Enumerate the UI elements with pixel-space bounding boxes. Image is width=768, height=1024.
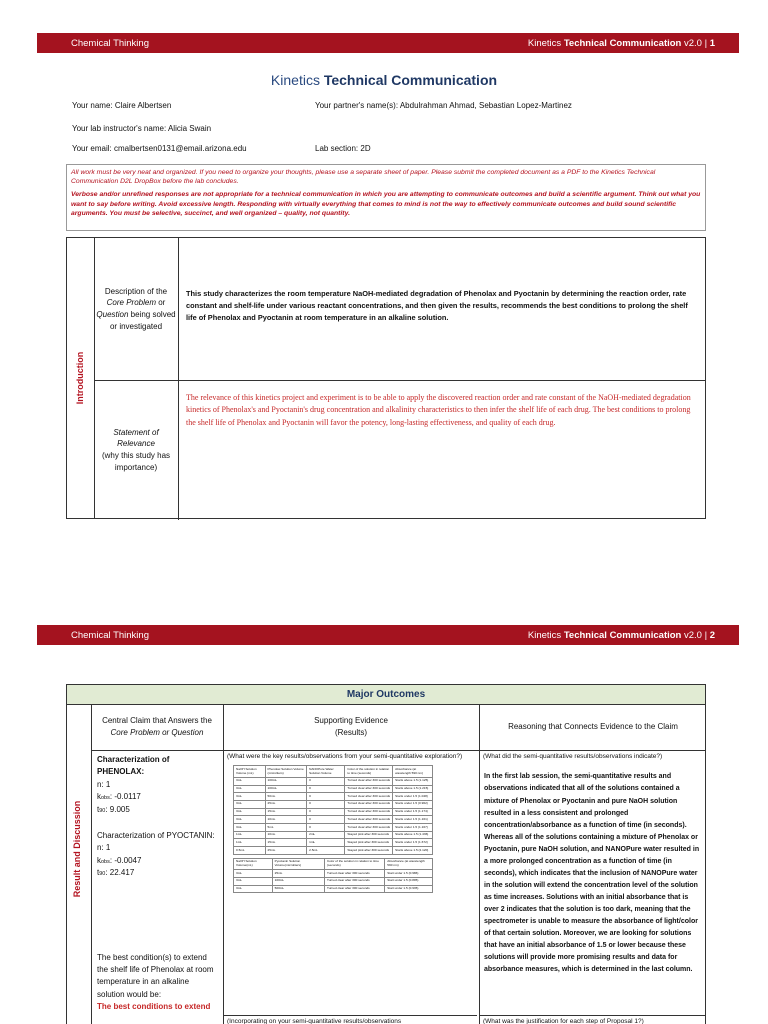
table-header-cell: Absorbance (at wavelength 590 nm) (393, 766, 433, 777)
table-cell: 3mL (234, 824, 266, 832)
table-cell: Stayed pink after 300 seconds (345, 847, 393, 855)
table-header-cell: Absorbance (at wavelength 590 nm) (385, 858, 433, 869)
page-header-band (37, 33, 739, 53)
instructions-notice (66, 164, 706, 231)
table-cell: 0 (307, 793, 345, 801)
table-row (234, 885, 433, 893)
table-cell: 500mL (272, 885, 324, 893)
phenolax-data-table (233, 765, 433, 854)
table-cell: Turned clear after 300 seconds (345, 816, 393, 824)
best-condition-red: The best conditions to extend (97, 1002, 211, 1012)
table-cell: 3mL (234, 777, 266, 785)
course-name: Chemical Thinking (71, 37, 149, 49)
table-cell: 1mL (234, 839, 266, 847)
table-cell: Turned clear after 300 seconds (325, 877, 385, 885)
table-cell: Turned clear after 300 seconds (325, 885, 385, 893)
table-cell: Starts above 1.5 (2.120) (393, 847, 433, 855)
table-cell: Starts under 1.5 (1.672) (393, 839, 433, 847)
table-cell: Turned clear after 300 seconds (345, 785, 393, 793)
doc-title-header-2: Kinetics Technical Communication v2.0 | 2 (527, 629, 715, 641)
table-cell: 1mL (234, 831, 266, 839)
table-row (234, 816, 433, 824)
pyoctanin-t90: t90: 22.417 (97, 868, 135, 878)
table-cell: Start under 1.5 (0.895) (385, 877, 433, 885)
doc-title-header: Kinetics Technical Communication v2.0 | 1 (527, 37, 715, 49)
table-cell: Starts under 1.5 (1.174) (393, 808, 433, 816)
evidence-column (223, 704, 480, 1024)
table-cell: 100mL (265, 777, 307, 785)
table-cell: 2.5mL (307, 847, 345, 855)
reasoning-prompt: (What did the semi-quantitative results/observations indicate?) (483, 753, 663, 760)
notice-paragraph-1: All work must be very neat and organized. If you need to organize your thoughts, please use a separate sheet of paper. Please submit the completed document as a PDF to the Kinetics Technical Communication D2L DropBox before the lab concludes. (71, 169, 656, 186)
table-cell: Starts above 1.5 (1.215) (393, 785, 433, 793)
pyoctanin-data-table (233, 858, 433, 894)
table-row (234, 777, 433, 785)
evidence-header: Supporting Evidence (Results) (223, 704, 479, 751)
page2-header-band (37, 625, 739, 645)
table-cell: Starts under 1.5 (1.167) (393, 824, 433, 832)
relevance-label: Statement of Relevance (why this study has importance) (94, 380, 179, 520)
table-cell: 2mL (307, 831, 345, 839)
relevance-text: The relevance of this kinetics project and experiment is to be able to apply the discovered reaction order and rate constant of the NaOH-mediated degradation kinetics of Phenolax's and Pyoctanin's drug concentration and alkalinity characteristics to then infer the shelf life of each drug. The best conditions to prolong the shelf life of Phenolax and Pyoctanin will favor the potency, long-lasting effectiveness, and quality of each drug. (186, 393, 691, 427)
table-cell: 25mL (272, 870, 324, 878)
table-cell: 50mL (265, 793, 307, 801)
table-row (234, 785, 433, 793)
table-cell: 100mL (265, 785, 307, 793)
table-cell: 0 (307, 816, 345, 824)
core-problem-row (94, 238, 705, 381)
table-header-row (234, 858, 433, 869)
table-row (234, 824, 433, 832)
table-cell: 3mL (234, 877, 273, 885)
table-cell: 3mL (234, 793, 266, 801)
table-cell: 10mL (265, 831, 307, 839)
table-row (234, 808, 433, 816)
table-header-cell: Pyoctanin Solution Volume(microliters) (272, 858, 324, 869)
table-row (234, 839, 433, 847)
table-cell: 15mL (265, 839, 307, 847)
table-cell: 0 (307, 808, 345, 816)
table-header-cell: NaOH Solution Volume (mL) (234, 766, 266, 777)
table-cell: 100mL (272, 877, 324, 885)
table-cell: 3mL (234, 885, 273, 893)
results-discussion-label: Result and Discussion (72, 800, 82, 898)
claim-column (91, 704, 224, 1024)
claim-header: Central Claim that Answers the Core Problem or Question (91, 704, 223, 751)
bottom-left-prompt: (Incorporating on your semi-quantitative results/observations (223, 1015, 477, 1024)
pyoctanin-kobs: kobs: -0.0047 (97, 855, 142, 865)
table-cell: Turned clear after 300 seconds (345, 808, 393, 816)
student-name: Your name: Claire Albertsen (72, 101, 172, 110)
core-problem-label: Description of the Core Problem or Question being solved or investigated (94, 238, 179, 380)
introduction-side (67, 238, 95, 518)
table-cell: 5mL (265, 824, 307, 832)
phenolax-t90: t90: 9.005 (97, 804, 130, 814)
table-cell: 0 (307, 777, 345, 785)
table-row (234, 847, 433, 855)
table-cell: 1mL (307, 839, 345, 847)
table-cell: 0 (307, 785, 345, 793)
table-cell: Turned clear after 300 seconds (345, 793, 393, 801)
reasoning-header: Reasoning that Connects Evidence to the Claim (479, 704, 706, 751)
reasoning-column (479, 704, 706, 1024)
table-cell: Turned clear after 300 seconds (345, 777, 393, 785)
pyoctanin-order: n: 1 (97, 843, 111, 853)
table-cell: 25mL (265, 847, 307, 855)
evidence-prompt: (What were the key results/observations from your semi-quantitative exploration?) (227, 753, 463, 760)
reasoning-text: In the first lab session, the semi-quantitative results and observations indicated that all of the solutions contained a mixture of Phenolax or Pyoctanin and pure NaOH solution resulted in a less consistent and prolonged concentration/absorbance as a function of time (in seconds). Whereas all of the solutions containing a mixture of Phenolax or Pyoctanin, pure NaOH solution, and NANOPure water resulted in a more prolonged concentration as a function of time (in seconds), which indicates that the inclusion of NANOPure water in the solution will extend the concentration level of the solution as time increases. Solutions with an initial absorbance that is over 2 indicates that the solution is too dark, meaning that the spectrometer is unable to measure the absorbance of light/color of that certain solution. Moreover, we are looking for solutions that have an initial absorbance of 1.5 or lower because these solutions will provide more promising results and data for absorbance measures, which is determined in the last column. (484, 773, 700, 973)
table-cell: Turned clear after 300 seconds (325, 870, 385, 878)
table-cell: 3mL (234, 800, 266, 808)
table-cell: 3mL (234, 808, 266, 816)
page-title: Kinetics Technical Communication (270, 72, 498, 88)
table-cell: 3mL (234, 785, 266, 793)
table-cell: Turned clear after 300 seconds (345, 800, 393, 808)
best-condition-text: The best condition(s) to extend the shelf life of Phenolax at room temperature in an alkaline solution would be: (97, 952, 214, 999)
table-header-cell: Color of the solution in relation to time (seconds) (345, 766, 393, 777)
table-cell: 25mL (265, 800, 307, 808)
table-cell: 10mL (265, 816, 307, 824)
introduction-label: Introduction (75, 351, 85, 405)
table-cell: Start under 1.5 (0.935) (385, 885, 433, 893)
table-cell: Turned clear after 300 seconds (345, 824, 393, 832)
notice-paragraph-2: Verbose and/or unrefined responses are not appropriate for a technical communication in which you are attempting to communicate outcomes and build a scientific argument. Think out what you want to say before writing. Avoid excessive length. Responding with virtually everything that comes to mind is not the way to effectively communicate outcomes and build sound scientific arguments. You must be selective, succinct, and well organized – quality, not quantity. (71, 191, 701, 217)
table-row (234, 831, 433, 839)
table-cell: Starts above 1.5 (1.436) (393, 831, 433, 839)
table-cell: 3mL (234, 816, 266, 824)
major-outcomes-table (66, 684, 706, 1024)
table-cell: Stayed pink after 300 seconds (345, 839, 393, 847)
table-header-row (234, 766, 433, 777)
table-header-cell: NANOPure Water Solution Volume (307, 766, 345, 777)
table-cell: Starts under 1.5 (1.161) (393, 816, 433, 824)
table-header-cell: NaOH Solution Volume(mL) (234, 858, 273, 869)
table-cell: Starts under 1.5 (0.962) (393, 800, 433, 808)
phenolax-kobs: kobs: -0.0117 (97, 792, 141, 802)
table-cell: 3mL (234, 870, 273, 878)
course-name-2: Chemical Thinking (71, 629, 149, 641)
table-header-cell: Phenolax Solution Volume (microliters) (265, 766, 307, 777)
table-cell: Start under 1.5 (0.986) (385, 870, 433, 878)
partner-names: Your partner's name(s): Abdulrahman Ahmad, Sebastian Lopez-Martinez (315, 101, 572, 110)
table-cell: 15mL (265, 808, 307, 816)
table-cell: 0.5mL (234, 847, 266, 855)
table-row (234, 877, 433, 885)
table-cell: Stayed pink after 300 seconds (345, 831, 393, 839)
table-cell: 0 (307, 824, 345, 832)
phenolax-order: n: 1 (97, 779, 111, 789)
lab-section: Lab section: 2D (315, 144, 371, 153)
table-row (234, 870, 433, 878)
phenolax-heading: Characterization of PHENOLAX: (97, 755, 170, 777)
table-header-cell: Color of the solution in relation to time (seconds) (325, 858, 385, 869)
major-outcomes-title: Major Outcomes (67, 685, 705, 705)
bottom-right-prompt: (What was the justification for each step of Proposal 1?) (479, 1015, 705, 1024)
table-cell: Starts above 1.5 (1.125) (393, 777, 433, 785)
claim-body (91, 751, 223, 1016)
page-number-2: 2 (709, 629, 715, 641)
pyoctanin-heading: Characterization of PYOCTANIN: (97, 830, 215, 840)
page-number: 1 (709, 37, 715, 49)
student-email: Your email: cmalbertsen0131@email.arizona.edu (72, 144, 247, 153)
results-side (67, 704, 92, 1024)
table-row (234, 793, 433, 801)
table-cell: 0 (307, 800, 345, 808)
instructor-name: Your lab instructor's name: Alicia Swain (72, 124, 212, 133)
introduction-table (66, 237, 706, 519)
table-row (234, 800, 433, 808)
table-cell: Starts under 1.5 (1.048) (393, 793, 433, 801)
core-problem-text: This study characterizes the room temperature NaOH-mediated degradation of Phenolax and Pyoctanin by determining the reaction order, rate constant and shelf-life under various reactant concentrations, and then given the results, recommends the best conditions to prolong the shelf life of Phenolax and Pyoctanin at room temperature in an alkaline solution. (186, 289, 688, 323)
relevance-row (94, 380, 705, 520)
